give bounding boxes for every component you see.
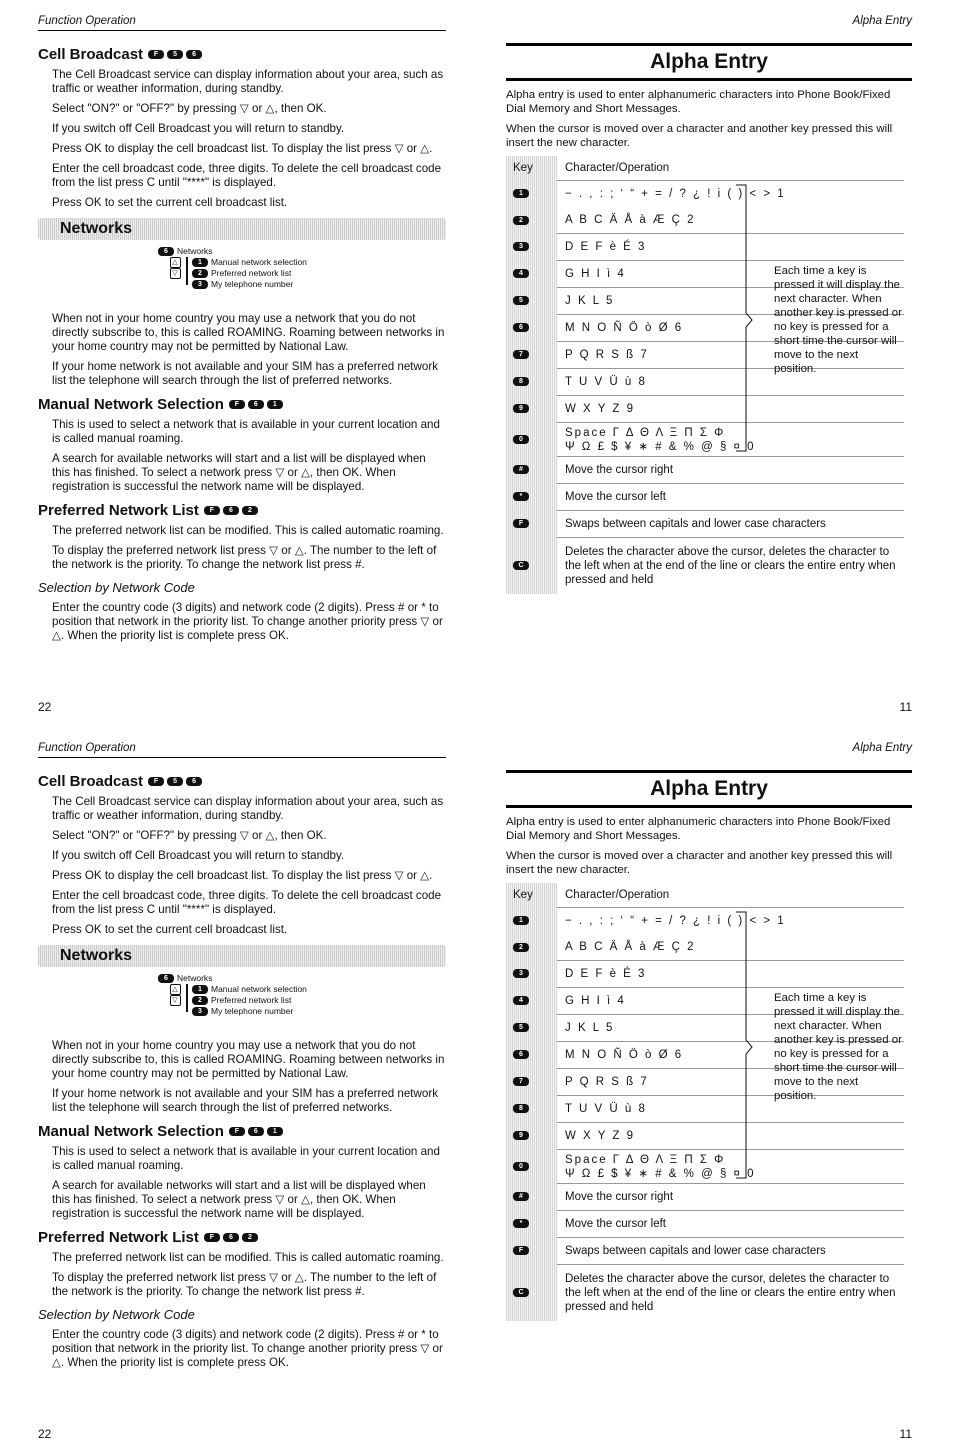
table-row <box>506 538 904 594</box>
key-9-icon: 9 <box>513 1131 529 1140</box>
key-1-icon: 1 <box>267 1127 283 1136</box>
op-cell: Swaps between capitals and lower case characters <box>557 1238 904 1265</box>
page-number: 22 <box>38 700 52 714</box>
star-key-icon: * <box>513 1219 529 1228</box>
char-cell: G H I ì 4 <box>557 988 904 1015</box>
key-1-icon: 1 <box>513 189 529 198</box>
menu-item-label: Preferred network list <box>211 995 292 1005</box>
scroll-nav <box>168 257 182 279</box>
key-cell <box>506 369 557 396</box>
op-cell: Move the cursor right <box>557 1184 904 1211</box>
key-0-icon: 0 <box>513 1162 529 1171</box>
key-3-icon: 3 <box>513 969 529 978</box>
up-arrow-icon: △ <box>170 257 181 268</box>
table-row <box>506 1184 904 1211</box>
running-head: Function Operation <box>38 742 136 754</box>
key-cell <box>506 261 557 288</box>
char-cell: M N O Ñ Ö ò Ø 6 <box>557 1042 904 1069</box>
intro-paragraph: When the cursor is moved over a character and another key pressed this will insert the new character. <box>506 850 893 876</box>
running-head: Alpha Entry <box>852 742 912 754</box>
menu-item <box>192 984 307 995</box>
char-line: Ψ Ω £ $ ¥ ∗ # & % @ § ¤ 0 <box>565 1167 756 1180</box>
table-row <box>506 234 904 261</box>
key-8-icon: 8 <box>513 1104 529 1113</box>
header-operation: Character/Operation <box>557 156 904 181</box>
char-cell: W X Y Z 9 <box>557 396 904 423</box>
key-cell <box>506 1069 557 1096</box>
key-1-icon: 1 <box>192 985 208 994</box>
key-0-icon: 0 <box>513 435 529 444</box>
c-key-icon: C <box>513 1288 529 1297</box>
menu-root <box>158 246 446 257</box>
paragraph: Select "ON?" or "OFF?" by pressing ▽ or △, then OK. <box>52 829 327 842</box>
bottom-spread <box>0 727 954 1454</box>
key-cell <box>506 207 557 234</box>
page-title: Alpha Entry <box>506 770 912 808</box>
scroll-nav <box>168 984 182 1006</box>
subheading: Selection by Network Code <box>38 1307 195 1322</box>
key-5-icon: 5 <box>167 50 183 59</box>
menu-items <box>168 984 446 1017</box>
key-cell <box>506 423 557 457</box>
intro-paragraph: Alpha entry is used to enter alphanumeric characters into Phone Book/Fixed Dial Memory and Short Messages. <box>506 89 891 115</box>
key-cell <box>506 1150 557 1184</box>
menu-items <box>168 257 446 290</box>
key-2-icon: 2 <box>242 506 258 515</box>
menu-item <box>192 268 307 279</box>
down-arrow-icon: ▽ <box>170 995 181 1006</box>
char-cell: J K L 5 <box>557 1015 904 1042</box>
key-7-icon: 7 <box>513 1077 529 1086</box>
top-spread <box>0 0 954 727</box>
f-key-icon: F <box>513 1246 529 1255</box>
paragraph: The preferred network list can be modified. This is called automatic roaming. <box>52 1251 444 1264</box>
menu-root-label: Networks <box>177 973 213 983</box>
banner-title: Networks <box>60 220 133 237</box>
key-1-icon: 1 <box>267 400 283 409</box>
char-cell: − . , : ; ‘ “ + = / ? ¿ ! i ( ) < > 1 <box>565 188 786 200</box>
nav-bar <box>186 984 188 1012</box>
key-cell <box>506 961 557 988</box>
key-6-icon: 6 <box>186 777 202 786</box>
op-cell: Move the cursor right <box>557 457 904 484</box>
char-cell: D E F è É 3 <box>557 234 904 261</box>
paragraph: To display the preferred network list press ▽ or △. The number to the left of the network is the priority. To change the network list press #. <box>52 544 437 571</box>
op-cell: Move the cursor left <box>557 484 904 511</box>
key-1-icon: 1 <box>192 258 208 267</box>
key-7-icon: 7 <box>513 350 529 359</box>
paragraph: Select "ON?" or "OFF?" by pressing ▽ or △, then OK. <box>52 102 327 115</box>
char-cell: T U V Ü ù 8 <box>557 1096 904 1123</box>
paragraph: If your home network is not available and your SIM has a preferred network list the telephone will search through the list of preferred networks. <box>52 360 439 387</box>
key-cell <box>506 1238 557 1265</box>
char-cell: − . , : ; ‘ “ + = / ? ¿ ! i ( ) < > 1 <box>565 915 786 927</box>
header-key: Key <box>506 156 557 181</box>
networks-banner <box>38 945 446 967</box>
menu-item-label: Manual network selection <box>211 257 307 267</box>
key-6-icon: 6 <box>248 1127 264 1136</box>
section-title: Preferred Network List <box>38 502 199 519</box>
menu-item <box>192 279 307 290</box>
key-cell <box>506 396 557 423</box>
header-rule <box>38 30 446 31</box>
table-header <box>506 883 904 908</box>
key-cell <box>506 342 557 369</box>
left-page <box>38 0 446 727</box>
key-cell <box>506 511 557 538</box>
menu-item-list <box>192 257 307 290</box>
paragraph: To display the preferred network list press ▽ or △. The number to the left of the network is the priority. To change the network list press #. <box>52 1271 437 1298</box>
key-cell <box>506 234 557 261</box>
char-line: Space Γ Δ Θ Λ Ξ Π Σ Φ <box>565 426 726 439</box>
char-cell <box>557 423 904 457</box>
key-cell <box>506 1123 557 1150</box>
running-head: Alpha Entry <box>852 15 912 27</box>
key-6-icon: 6 <box>513 323 529 332</box>
page-title: Alpha Entry <box>506 43 912 81</box>
char-cell: T U V Ü ù 8 <box>557 369 904 396</box>
table-row <box>506 908 904 935</box>
op-cell: Deletes the character above the cursor, deletes the character to the left when at the end of the line or clears the entire entry when pressed and held <box>565 545 896 586</box>
char-cell: A B C Ä Å à Æ Ç 2 <box>557 207 904 234</box>
right-content <box>506 770 912 1321</box>
left-content <box>38 46 446 649</box>
cell-broadcast-heading <box>38 773 446 790</box>
down-arrow-icon: ▽ <box>170 268 181 279</box>
paragraph: This is used to select a network that is available in your current location and is called manual roaming. <box>52 1145 440 1172</box>
key-4-icon: 4 <box>513 996 529 1005</box>
section-title: Cell Broadcast <box>38 46 144 63</box>
f-key-icon: F <box>148 50 164 59</box>
paragraph: If you switch off Cell Broadcast you will return to standby. <box>52 849 345 862</box>
brace-note: Each time a key is pressed it will display the next character. When another key is pressed or no key is pressed for a short time the cursor will move to the next position. <box>774 992 902 1102</box>
key-cell <box>506 1184 557 1211</box>
hash-key-icon: # <box>513 465 529 474</box>
char-cell: P Q R S ß 7 <box>557 342 904 369</box>
paragraph: Enter the cell broadcast code, three digits. To delete the cell broadcast code from the list press C until "****" is displayed. <box>52 162 442 189</box>
running-head: Function Operation <box>38 15 136 27</box>
key-cell <box>506 988 557 1015</box>
char-cell: W X Y Z 9 <box>557 1123 904 1150</box>
table-row <box>506 181 904 208</box>
key-4-icon: 4 <box>513 269 529 278</box>
paragraph: This is used to select a network that is available in your current location and is called manual roaming. <box>52 418 440 445</box>
banner-title: Networks <box>60 947 133 964</box>
header-operation: Character/Operation <box>557 883 904 908</box>
networks-banner <box>38 218 446 240</box>
f-key-icon: F <box>229 1127 245 1136</box>
key-cell <box>506 1265 557 1321</box>
table-row <box>506 1265 904 1321</box>
key-cell <box>506 1015 557 1042</box>
key-cell <box>506 484 557 511</box>
intro-paragraph: Alpha entry is used to enter alphanumeric characters into Phone Book/Fixed Dial Memory and Short Messages. <box>506 816 891 842</box>
section-title: Cell Broadcast <box>38 773 144 790</box>
key-8-icon: 8 <box>513 377 529 386</box>
key-6-icon: 6 <box>158 974 174 983</box>
key-6-icon: 6 <box>223 1233 239 1242</box>
key-6-icon: 6 <box>223 506 239 515</box>
header-rule <box>38 757 446 758</box>
char-cell: A B C Ä Å à Æ Ç 2 <box>557 934 904 961</box>
op-cell: Move the cursor left <box>557 1211 904 1238</box>
paragraph: Enter the cell broadcast code, three digits. To delete the cell broadcast code from the list press C until "****" is displayed. <box>52 889 442 916</box>
key-6-icon: 6 <box>158 247 174 256</box>
menu-item-list <box>192 984 307 1017</box>
page-number: 11 <box>899 700 912 714</box>
key-cell <box>506 1096 557 1123</box>
char-cell <box>557 1150 904 1184</box>
paragraph: The Cell Broadcast service can display information about your area, such as traffic or weather information, during standby. <box>52 68 444 95</box>
char-cell: G H I ì 4 <box>557 261 904 288</box>
char-cell: D E F è É 3 <box>557 961 904 988</box>
table-row <box>506 396 904 423</box>
manual-network-heading <box>38 396 446 413</box>
key-cell <box>506 315 557 342</box>
key-cell <box>506 181 557 208</box>
table-row <box>506 207 904 234</box>
key-2-icon: 2 <box>513 216 529 225</box>
key-2-icon: 2 <box>192 269 208 278</box>
table-row <box>506 511 904 538</box>
key-5-icon: 5 <box>167 777 183 786</box>
intro-paragraph: When the cursor is moved over a character and another key pressed this will insert the new character. <box>506 123 893 149</box>
key-3-icon: 3 <box>192 280 208 289</box>
char-line: Space Γ Δ Θ Λ Ξ Π Σ Φ <box>565 1153 726 1166</box>
table-row <box>506 1238 904 1265</box>
preferred-network-heading <box>38 502 446 519</box>
networks-menu-diagram <box>158 973 446 1017</box>
menu-item <box>192 257 307 268</box>
menu-item-label: My telephone number <box>211 1006 294 1016</box>
key-3-icon: 3 <box>192 1007 208 1016</box>
menu-item-label: Manual network selection <box>211 984 307 994</box>
f-key-icon: F <box>204 1233 220 1242</box>
table-row <box>506 457 904 484</box>
op-cell: Deletes the character above the cursor, deletes the character to the left when at the end of the line or clears the entire entry when pressed and held <box>565 1272 896 1313</box>
star-key-icon: * <box>513 492 529 501</box>
char-cell: J K L 5 <box>557 288 904 315</box>
paragraph: Enter the country code (3 digits) and network code (2 digits). Press # or * to position that network in the priority list. To change another priority press ▽ or △. When the priority list is complete press OK. <box>52 601 443 642</box>
f-key-icon: F <box>148 777 164 786</box>
section-title: Preferred Network List <box>38 1229 199 1246</box>
brace-note: Each time a key is pressed it will display the next character. When another key is pressed or no key is pressed for a short time the cursor will move to the next position. <box>774 265 902 375</box>
paragraph: Press OK to set the current cell broadcast list. <box>52 923 288 936</box>
char-line: Ψ Ω £ $ ¥ ∗ # & % @ § ¤ 0 <box>565 440 756 453</box>
cell-broadcast-heading <box>38 46 446 63</box>
table-header <box>506 156 904 181</box>
networks-menu-diagram <box>158 246 446 290</box>
right-content <box>506 43 912 594</box>
table-row <box>506 1150 904 1184</box>
paragraph: Press OK to set the current cell broadcast list. <box>52 196 288 209</box>
paragraph: The preferred network list can be modified. This is called automatic roaming. <box>52 524 444 537</box>
section-title: Manual Network Selection <box>38 396 224 413</box>
key-cell <box>506 288 557 315</box>
key-cell <box>506 538 557 594</box>
char-cell: P Q R S ß 7 <box>557 1069 904 1096</box>
op-cell: Swaps between capitals and lower case characters <box>557 511 904 538</box>
paragraph: A search for available networks will start and a list will be displayed when this has finished. To select a network press ▽ or △, then OK. When registration is successful the network name will be displayed. <box>52 1179 426 1220</box>
paragraph: If you switch off Cell Broadcast you will return to standby. <box>52 122 345 135</box>
left-content <box>38 773 446 1376</box>
paragraph: Enter the country code (3 digits) and network code (2 digits). Press # or * to position that network in the priority list. To change another priority press ▽ or △. When the priority list is complete press OK. <box>52 1328 443 1369</box>
key-cell <box>506 934 557 961</box>
menu-item-label: Preferred network list <box>211 268 292 278</box>
table-row <box>506 1123 904 1150</box>
left-page <box>38 727 446 1454</box>
key-1-icon: 1 <box>513 916 529 925</box>
header-key: Key <box>506 883 557 908</box>
section-title: Manual Network Selection <box>38 1123 224 1140</box>
page-number: 22 <box>38 1427 52 1441</box>
menu-root <box>158 973 446 984</box>
paragraph: When not in your home country you may use a network that you do not directly subscribe to, this is called ROAMING. Roaming between networks in your home country may not be permitted by National Law. <box>52 312 445 353</box>
f-key-icon: F <box>229 400 245 409</box>
manual-network-heading <box>38 1123 446 1140</box>
menu-item-label: My telephone number <box>211 279 294 289</box>
nav-bar <box>186 257 188 285</box>
paragraph: The Cell Broadcast service can display information about your area, such as traffic or weather information, during standby. <box>52 795 444 822</box>
key-6-icon: 6 <box>186 50 202 59</box>
table-row <box>506 934 904 961</box>
c-key-icon: C <box>513 561 529 570</box>
key-2-icon: 2 <box>192 996 208 1005</box>
table-row <box>506 484 904 511</box>
page-number: 11 <box>899 1427 912 1441</box>
bracket-icon <box>734 183 754 453</box>
key-2-icon: 2 <box>513 943 529 952</box>
key-2-icon: 2 <box>242 1233 258 1242</box>
subheading: Selection by Network Code <box>38 580 195 595</box>
paragraph: A search for available networks will start and a list will be displayed when this has finished. To select a network press ▽ or △, then OK. When registration is successful the network name will be displayed. <box>52 452 426 493</box>
paragraph: If your home network is not available and your SIM has a preferred network list the telephone will search through the list of preferred networks. <box>52 1087 439 1114</box>
char-cell: M N O Ñ Ö ò Ø 6 <box>557 315 904 342</box>
menu-item <box>192 995 307 1006</box>
table-row <box>506 423 904 457</box>
key-6-icon: 6 <box>513 1050 529 1059</box>
f-key-icon: F <box>513 519 529 528</box>
key-cell <box>506 908 557 935</box>
key-9-icon: 9 <box>513 404 529 413</box>
menu-item <box>192 1006 307 1017</box>
key-6-icon: 6 <box>248 400 264 409</box>
key-cell <box>506 1042 557 1069</box>
preferred-network-heading <box>38 1229 446 1246</box>
key-5-icon: 5 <box>513 1023 529 1032</box>
table-row <box>506 1211 904 1238</box>
key-3-icon: 3 <box>513 242 529 251</box>
key-cell <box>506 1211 557 1238</box>
paragraph: Press OK to display the cell broadcast list. To display the list press ▽ or △. <box>52 869 433 882</box>
key-5-icon: 5 <box>513 296 529 305</box>
right-page <box>506 0 912 727</box>
paragraph: Press OK to display the cell broadcast list. To display the list press ▽ or △. <box>52 142 433 155</box>
key-cell <box>506 457 557 484</box>
paragraph: When not in your home country you may use a network that you do not directly subscribe to, this is called ROAMING. Roaming between networks in your home country may not be permitted by National Law. <box>52 1039 445 1080</box>
f-key-icon: F <box>204 506 220 515</box>
right-page <box>506 727 912 1454</box>
up-arrow-icon: △ <box>170 984 181 995</box>
menu-root-label: Networks <box>177 246 213 256</box>
hash-key-icon: # <box>513 1192 529 1201</box>
bracket-icon <box>734 910 754 1180</box>
table-row <box>506 961 904 988</box>
